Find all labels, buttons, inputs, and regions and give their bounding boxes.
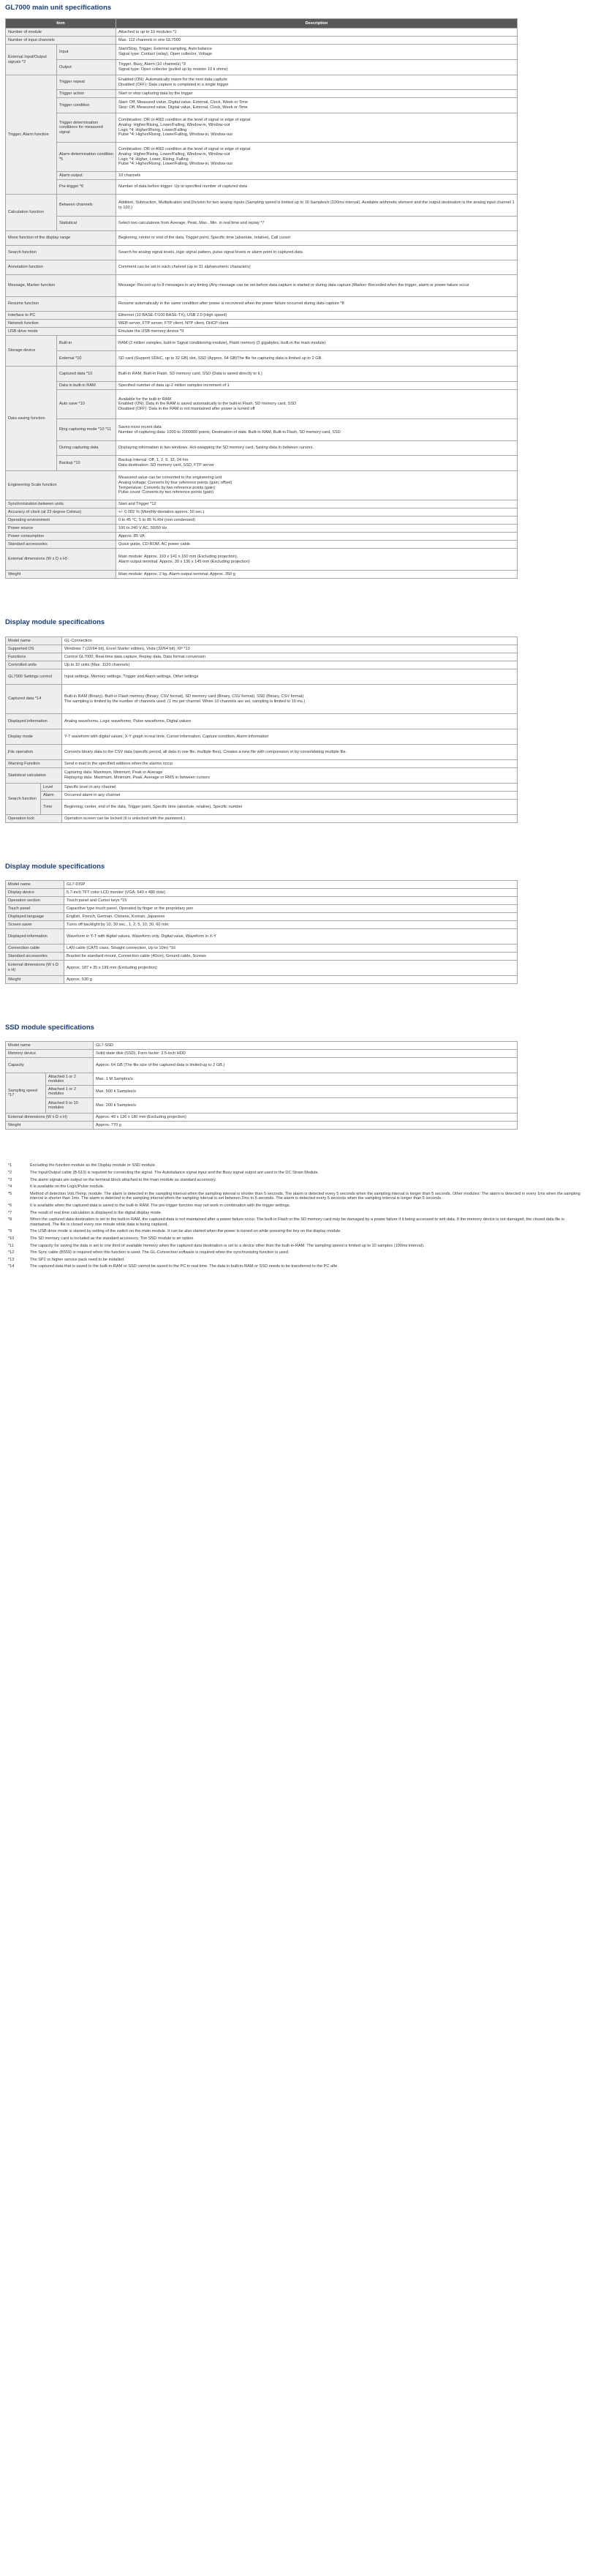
table-row (6, 525, 518, 533)
spec-label: Display device (6, 889, 64, 897)
footnote-number: *10 (8, 1236, 15, 1241)
table-row (6, 729, 518, 745)
spec-value: Built-in RAM (Binary), Built-in Flash memory (Binary, CSV format), SD memory card (Binary, CSV format), SSD (Binary, CSV format) The sampling is limited by the number of channels used. (1 ms per channel. When 10 channels are set, sampling is limited to 10 ms.) (62, 685, 518, 714)
table-row (6, 471, 518, 500)
spec-value: Capturing data: Maximum, Minimum, Peak or Average Replaying data: Maximum, Minimum, Peak, Average or RMS in between cursors (62, 768, 518, 784)
spec-value: Operation screen can be locked (It is unlocked with the password.) (62, 815, 518, 823)
spec-value: WEB server, FTP server, FTP client, NTP client, DHCP client (116, 320, 518, 328)
spec-label: External dimensions (W x D x H) (6, 549, 116, 571)
spec-value: Waveform in Y-T with digital values, Waveform only, Digital value, Waveform in X-Y (64, 929, 518, 945)
table-row (6, 533, 518, 541)
table-row (6, 37, 518, 45)
footnote-number: *6 (8, 1203, 12, 1208)
footnote (5, 1184, 583, 1190)
spec-value: Quick guide, CD-ROM, AC power cable (116, 541, 518, 549)
spec-label: Number of input channels (6, 37, 116, 45)
footnote-number: *14 (8, 1264, 15, 1269)
table-row (6, 714, 518, 729)
table-row (6, 143, 518, 172)
table-row (6, 961, 518, 976)
table-row (6, 312, 518, 320)
footnote-number: *4 (8, 1184, 12, 1190)
spec-value: Trigger, Busy, Alarm (10 channels) *3 Signal type: Open collector (pulled up by resistor 10 k ohms) (116, 60, 518, 75)
spec-value: Combination: OR or AND condition at the level of signal or edge of signal Analog: Higher/Rising, Lower/Falling, Window-in, Window-out Logic *4: Higher/Rising, Lower/Falling Pulse *4: Higher/Rising, Lower/Falling, Window-in, Window-out (116, 113, 518, 143)
footnote-text: The USB drive mode is started by setting of the switch on the main module. It can be also started when the power is turned on while pressing the key on the display module. (30, 1229, 341, 1234)
header-item: Item (6, 19, 116, 29)
spec-label: Search function (6, 246, 116, 260)
spec-label: Trigger determination conditions for measured signal (57, 113, 116, 143)
spec-value: Backup interval: Off, 1, 2, 6, 12, 24 hrs Data destination: SD memory card, SSD, FTP server (116, 456, 518, 471)
footnote-text: The captured data that is saved to the built-in-RAM or SSD cannot be saved to the PC in real time. The data in built-in-RAM or SSD needs to be transferred to the PC afte (30, 1264, 338, 1269)
gl-connection-section (5, 579, 585, 823)
footnote (5, 1244, 583, 1249)
spec-label: Resume function (6, 297, 116, 312)
spec-label: Trigger condition (57, 98, 116, 113)
spec-value: Measured value can be converted to the engineering unit Analog voltage: Converts by four reference points (gain, offset) Temperature: Converts by two reference points (gain) Pulse count: Converts by two reference points (gain) (116, 471, 518, 500)
spec-value: Send e-mail to the specified address when the alarms occur (62, 760, 518, 768)
table-row (6, 921, 518, 929)
spec-value: Specific level in any channel (62, 784, 518, 792)
spec-value: Combination: OR or AND condition at the level of signal or edge of signal Analog: Higher/Rising, Lower/Falling, Window-in, Window-out Logic *4: Higher, Lower, Rising, Falling Pulse *4: Higher/Rising, Lower/Falling, Window-in, Window-out (116, 143, 518, 172)
spec-value: Solid state disk (SSD), Form factor: 2.5-inch HDD (94, 1050, 518, 1058)
spec-label: Trigger, Alarm function (6, 75, 57, 195)
spec-label: Accuracy of clock (at 23 degree Celsius) (6, 508, 116, 517)
spec-value: Max. 200 k Samples/s (94, 1098, 518, 1114)
spec-label: Number of module (6, 29, 116, 37)
spec-value: Start or stop capturing data by the trigger (116, 90, 518, 98)
footnote-text: It is available on the Logic/Pulse module. (30, 1184, 105, 1190)
table-row (6, 29, 518, 37)
table-row (6, 45, 518, 60)
spec-value: Available for the built-in RAM Enabled (ON): Data in the RAM is saved automatically to the built-in Flash, SD memory card, SSD Disabled (OFF): Data in the RAM is not maintained after power is turned off (116, 390, 518, 419)
spec-label: Operation section (6, 897, 64, 905)
spec-label: Model name (6, 1042, 94, 1050)
spec-value: Saves most recent data Number of capturing data: 1000 to 2000000 points, Destination of data: Built-in RAM, Built-in Flash, SD memory card, SSD (116, 419, 518, 441)
footnote-text: The Input/Output cable (B-513) is required for connecting the signal. The Autobalance signal input and the Busy signal output are used in the DC Strain Module. (30, 1170, 319, 1175)
spec-label: Interface to PC (6, 312, 116, 320)
spec-label: Controlled units (6, 661, 62, 669)
spec-label: Weight (6, 976, 64, 984)
footnote (5, 1163, 583, 1168)
footnotes (5, 1130, 585, 1269)
footnote-text: It is available when the captured data is saved to the built-in RAM. The pre-trigger function may not work in combination with the trigger settings. (30, 1203, 291, 1208)
spec-value: Ethernet (10 BASE-T/100 BASE-TX), USB 2.0 (High speed) (116, 312, 518, 320)
footnote-text: The alarm signals are output on the terminal block attached to the main module as standard accessory. (30, 1177, 216, 1182)
main-unit-table (5, 18, 518, 579)
footnote (5, 1171, 583, 1176)
spec-value: Comment can be set in each channel (up to 31 alphanumeric characters) (116, 260, 518, 275)
ssd-module-title: SSD module specifications (5, 1024, 94, 1032)
table-row (6, 669, 518, 685)
table-row (6, 456, 518, 471)
spec-label: Power source (6, 525, 116, 533)
table-row (6, 172, 518, 180)
footnote-number: *13 (8, 1257, 15, 1262)
footnote-text: The result of real time calculation is displayed in the digital display mode. (30, 1210, 162, 1215)
spec-value: Built-in RAM, Built-in Flash, SD memory card, SSD (Data is saved directly to it.) (116, 367, 518, 382)
spec-label: Backup *10 (57, 456, 116, 471)
spec-label: Captured data *14 (6, 685, 62, 714)
table-row (6, 760, 518, 768)
spec-value: Specified number of data up-2 million samples increment of 1 (116, 382, 518, 390)
spec-label: External dimensions (W x D x H) (6, 1114, 94, 1122)
spec-label: Displayed information (6, 714, 62, 729)
table-row (6, 508, 518, 517)
gl-connection-table (5, 637, 518, 823)
spec-value: Windows 7 (32/64 bit), Excel Starter edition), Vista (32/64 bit), XP *13 (62, 645, 518, 653)
table-row (6, 929, 518, 945)
spec-label: Model name (6, 637, 62, 645)
spec-value: Approx. 770 g (94, 1122, 518, 1130)
spec-label: Touch panel (6, 905, 64, 913)
table-row (6, 90, 518, 98)
spec-label: Warning Function (6, 760, 62, 768)
footnote-number: *1 (8, 1163, 12, 1168)
spec-value: Start and Trigger *12 (116, 500, 518, 508)
table-row (6, 913, 518, 921)
table-row (6, 246, 518, 260)
table-row (6, 800, 518, 815)
table-row (6, 336, 518, 351)
spec-value: 0 to 45 °C, 5 to 85 % RH (non condensed) (116, 517, 518, 525)
table-row (6, 661, 518, 669)
spec-value: 100 to 240 V AC, 50/60 Hz (116, 525, 518, 533)
footnote (5, 1250, 583, 1255)
footnote (5, 1192, 583, 1201)
spec-value: Number of data before trigger: Up to specified number of captured data (116, 180, 518, 195)
table-row (6, 541, 518, 549)
table-row (6, 945, 518, 953)
spec-value: 5.7-inch TFT color LCD monitor (VGA: 640 x 480 dots) (64, 889, 518, 897)
table-row (6, 351, 518, 367)
table-row (6, 382, 518, 390)
spec-label: Built-in (57, 336, 116, 351)
spec-value: Control GL7000, Real-time data capture, Replay data, Data format conversion (62, 653, 518, 661)
spec-value: Displaying information in two windows, Hot-swapping the SD memory card, Saving data in between cursors. (116, 441, 518, 456)
spec-label: Pre-trigger *6 (57, 180, 116, 195)
table-header-row (6, 19, 518, 29)
table-row (6, 195, 518, 217)
spec-value: English, French, German, Chinese, Korean, Japanese (64, 913, 518, 921)
table-row (6, 637, 518, 645)
spec-value: Start: Off, Measured value, Digital value, External, Clock, Week or Time Stop: Off, Measured value, Digital value, External, Clock, Week or Time (116, 98, 518, 113)
spec-value: Approx. 85 VA (116, 533, 518, 541)
spec-value: GL-Connection (62, 637, 518, 645)
table-row (6, 745, 518, 760)
table-row (6, 1073, 518, 1086)
footnote-text: The capacity for saving the data is set to one third of available memory when the captured data destination is set to a device other than the built-in-RAM. The sampling speed is limited up to 10 samples (100ms interval). (30, 1243, 425, 1248)
table-row (6, 815, 518, 823)
spec-value: Attached to up to 10 modules *1 (116, 29, 518, 37)
spec-label: Calculation function (6, 195, 57, 231)
spec-label: Ring capturing mode *10 *11 (57, 419, 116, 441)
spec-value: Message: Record up to 8 messages in any timing (Any message can be set before data capture is started or during data capture.)Marker: Recorded when the trigger, alarm or power failure occur (116, 275, 518, 297)
table-row (6, 784, 518, 792)
footnote-text: The Sync cable (B559) is required when this function is used. The GL-Connection software is required when the synchronizing function is used. (30, 1250, 290, 1255)
spec-label: Statistical (57, 217, 116, 231)
table-row (6, 275, 518, 297)
spec-label: Trigger repeat (57, 75, 116, 90)
table-row (6, 881, 518, 889)
spec-label: Memory device (6, 1050, 94, 1058)
spec-value: Occurred alarm in any channel (62, 792, 518, 800)
ssd-module-table (5, 1041, 518, 1130)
table-row (6, 297, 518, 312)
spec-label: Search function (6, 784, 41, 815)
table-row (6, 260, 518, 275)
table-row (6, 180, 518, 195)
spec-value: Beginning, center, end of the data, Trigger point, Specific time (absolute, relative), Specific number (62, 800, 518, 815)
spec-label: Power consumption (6, 533, 116, 541)
table-row (6, 98, 518, 113)
spec-label: Standard accessories (6, 953, 64, 961)
spec-label: Data saving function (6, 367, 57, 471)
spec-label: Displayed language (6, 913, 64, 921)
footnote-number: *7 (8, 1210, 12, 1215)
spec-value: Capacitive type touch panel, Operated by finger or the proprietary pen (64, 905, 518, 913)
table-row (6, 113, 518, 143)
spec-value: Select two calculations from Average, Peak, Max., Min. in real time and replay *7 (116, 217, 518, 231)
spec-label: Alarm output (57, 172, 116, 180)
spec-label: During capturing data (57, 441, 116, 456)
spec-value: Max. 1 M Samples/s (94, 1073, 518, 1086)
spec-label: Operation lock (6, 815, 62, 823)
spec-label: Data in built-in RAM (57, 382, 116, 390)
spec-value: Beginning, center or end of the data, Trigger point, Specific time (absolute, relative), Call cursor (116, 231, 518, 246)
footnote (5, 1229, 583, 1234)
footnote-number: *3 (8, 1177, 12, 1182)
spec-label: Attached 1 or 2 modules (46, 1073, 94, 1086)
footnote-number: *2 (8, 1170, 12, 1175)
spec-value: Emulate the USB memory device *9 (116, 328, 518, 336)
footnote-text: The SP2 or higher service pack need to be installed. (30, 1257, 125, 1262)
spec-value: SD card (Support SDHC, up to 32 GB) slot, SSD (Approx. 64 GB)The file for capturing data is limited up to 2 GB. (116, 351, 518, 367)
footnote-number: *5 (8, 1191, 12, 1196)
table-row (6, 60, 518, 75)
footnote-text: Excluding the function module as the Display module or SSD module. (30, 1163, 156, 1168)
spec-label: Alarm determination condition *5 (57, 143, 116, 172)
table-row (6, 571, 518, 579)
header-description: Description (116, 19, 518, 29)
spec-label: Model name (6, 881, 64, 889)
spec-value: Approx. 187 x 35 x 199 mm (Excluding projection) (64, 961, 518, 976)
spec-value: Turns off backlight by 10, 30 sec., 1, 2, 5, 10, 30, 60 min. (64, 921, 518, 929)
table-row (6, 889, 518, 897)
table-row (6, 897, 518, 905)
footnote-number: *11 (8, 1243, 14, 1248)
footnote-number: *9 (8, 1229, 12, 1234)
footnote (5, 1178, 583, 1183)
spec-value: Resume automatically in the same condition after power is recovered when the power failure occurred during data capture *8 (116, 297, 518, 312)
table-row (6, 905, 518, 913)
spec-label: File operation (6, 745, 62, 760)
spec-label: Attached 5 to 10 modules (46, 1098, 94, 1114)
display-module-section (5, 823, 585, 984)
table-row (6, 367, 518, 382)
ssd-module-section (5, 984, 585, 1130)
table-row (6, 320, 518, 328)
footnote-number: *8 (8, 1217, 12, 1223)
table-row (6, 231, 518, 246)
spec-label: Time (41, 800, 62, 815)
footnote (5, 1203, 583, 1209)
spec-label: Network function (6, 320, 116, 328)
spec-value: Max. 112 channels in one GL7000 (116, 37, 518, 45)
main-unit-section (5, 0, 585, 579)
spec-value: Approx. 64 GB (The file size of the captured data is limited up to 2 GB.) (94, 1058, 518, 1073)
spec-label: Display mode (6, 729, 62, 745)
spec-value: Analog waveforms, Logic waveforms, Pulse waveforms, Digital values (62, 714, 518, 729)
spec-value: GL7-DISP (64, 881, 518, 889)
table-row (6, 645, 518, 653)
table-row (6, 419, 518, 441)
spec-value: GL7-SSD (94, 1042, 518, 1050)
table-row (6, 976, 518, 984)
spec-value: LAN cable (CAT5 class, Straight connection, Up to 10m) *16 (64, 945, 518, 953)
spec-value: Enabled (ON): Automatically rearm for the next data capture Disabled (OFF): Data capture is completed in a single trigger (116, 75, 518, 90)
spec-label: Storage device (6, 336, 57, 367)
spec-label: Auto save *10 (57, 390, 116, 419)
spec-label: Between channels (57, 195, 116, 217)
spec-label: Weight (6, 571, 116, 579)
footnote (5, 1264, 583, 1269)
spec-value: Approx. 49 x 136 x 180 mm (Excluding projection) (94, 1114, 518, 1122)
spec-label: Input (57, 45, 116, 60)
spec-value: Touch panel and Cursor keys *15 (64, 897, 518, 905)
table-row (6, 500, 518, 508)
spec-label: Connection cable (6, 945, 64, 953)
page (0, 0, 590, 1269)
table-row (6, 1114, 518, 1122)
spec-label: Annotation function (6, 260, 116, 275)
spec-label: External *10 (57, 351, 116, 367)
spec-label: External dimensions (W x D x H) (6, 961, 64, 976)
table-row (6, 1050, 518, 1058)
spec-value: Main module: Approx. 193 x 141 x 160 mm (Excluding projection), Alarm output terminal: Approx. 30 x 136 x 145 mm (Excluding projection) (116, 549, 518, 571)
spec-value: Search for analog signal levels, logic signal pattern, pulse signal levels or alarm point in captured data (116, 246, 518, 260)
spec-value: 10 channels (116, 172, 518, 180)
spec-value: Y-T waveform with digital values, X-Y graph in real time, Cursor information, Capture condition, Alarm information (62, 729, 518, 745)
spec-value: Max. 500 k Samples/s (94, 1086, 518, 1098)
spec-label: Trigger action (57, 90, 116, 98)
table-row (6, 549, 518, 571)
spec-label: Engineering Scale function (6, 471, 116, 500)
display-module-table (5, 880, 518, 984)
table-row (6, 75, 518, 90)
spec-label: Screen saver (6, 921, 64, 929)
spec-label: Displayed information (6, 929, 64, 945)
spec-label: Operating environment (6, 517, 116, 525)
table-row (6, 792, 518, 800)
table-row (6, 441, 518, 456)
table-row (6, 768, 518, 784)
table-row (6, 517, 518, 525)
spec-label: Level (41, 784, 62, 792)
footnote-number: *12 (8, 1250, 15, 1255)
footnote (5, 1258, 583, 1263)
table-row (6, 953, 518, 961)
spec-value: Start/Stop, Trigger, External sampling, Auto balance Signal type: Contact (relay), Open collector, Voltage (116, 45, 518, 60)
table-row (6, 1122, 518, 1130)
spec-label: Captured data *10 (57, 367, 116, 382)
spec-value: Approx. 530 g (64, 976, 518, 984)
table-row (6, 685, 518, 714)
footnote-text: When the captured data destination is set to the built-in RAM, the captured data is not maintained after a power failure occur. The built-in Flash or the SD memory card may be damaged by a power failure if it being accessed to writ data. If the memory device is not damaged, the closed data file is maintained. The file is closed every one minute while data is being captured. (30, 1217, 564, 1227)
spec-label: Capacity (6, 1058, 94, 1073)
spec-value: RAM (2 million samples, built-in Signal conditioning module), Flash memory (2 gigabytes, built-in the main module) (116, 336, 518, 351)
spec-value: Bracket for standard mount, Connection cable (40cm), Ground cable, Screws (64, 953, 518, 961)
spec-label: GL7000 Settings control (6, 669, 62, 685)
spec-value: Addition, Subtraction, Multiplication and Division for two analog inputs (Sampling speed is limited up to 10 Samples/s (100ms interval). Available arithmetic element and the output destination is the analog input channel 1 to 100.) (116, 195, 518, 217)
table-row (6, 1086, 518, 1098)
table-row (6, 217, 518, 231)
spec-label: Weight (6, 1122, 94, 1130)
spec-label: Sampling speed *17 (6, 1073, 46, 1114)
display-module-title: Display module specifications (5, 863, 105, 871)
spec-label: Supported OS (6, 645, 62, 653)
spec-label: External Input/Output signals *2 (6, 45, 57, 75)
table-row (6, 390, 518, 419)
spec-label: Output (57, 60, 116, 75)
footnote-text: The SD memory card is included as the standard accessory. The SSD module is an option. (30, 1236, 194, 1241)
table-row (6, 1042, 518, 1050)
table-row (6, 1058, 518, 1073)
spec-value: Main module: Approx. 2 kg, Alarm output terminal: Approx. 350 g (116, 571, 518, 579)
spec-label: Alarm (41, 792, 62, 800)
spec-value: +/- 0.002 % (Monthly deviation approx. 50 sec.) (116, 508, 518, 517)
spec-label: Synchronization between units (6, 500, 116, 508)
spec-value: Converts binary data to the CSV data (specific period, all data in one file, multiple files), Creates a new file with compression or by consolidating multiple file. (62, 745, 518, 760)
main-unit-title: GL7000 main unit specifications (5, 4, 112, 12)
spec-label: Message, Marker function (6, 275, 116, 297)
footnote (5, 1217, 583, 1227)
spec-label: Standard accessories (6, 541, 116, 549)
spec-label: Functions (6, 653, 62, 661)
spec-value: Input settings, Memory settings, Trigger and Alarm settings, Other settings (62, 669, 518, 685)
table-row (6, 1098, 518, 1114)
footnote (5, 1236, 583, 1242)
spec-label: Attached 1 or 2 modules (46, 1086, 94, 1098)
footnote-text: Method of detection Volt./Temp. module: The alarm is detected in the sampling interval when the sampling interval is shorter than 5 seconds. The alarm is detected every 5 seconds when the sampling interval is longer than 5 seconds. Other modules: The alarm is detected in every 1ms when the sampling interval is shorter than 1ms. The alarm is detected in the sampling interval when the sampling interval is set between 2ms to 5 seconds. The alarm is detected every 5 seconds when the sampling interval is longer than 5 seconds. (30, 1191, 580, 1201)
footnote (5, 1211, 583, 1216)
spec-label: Move function of the display range (6, 231, 116, 246)
table-row (6, 328, 518, 336)
table-row (6, 653, 518, 661)
spec-value: Up to 10 units (Max. 1120 channels) (62, 661, 518, 669)
spec-label: Statistical calculation (6, 768, 62, 784)
gl-connection-title: Display module specifications (5, 618, 105, 626)
spec-label: USB drive mode (6, 328, 116, 336)
